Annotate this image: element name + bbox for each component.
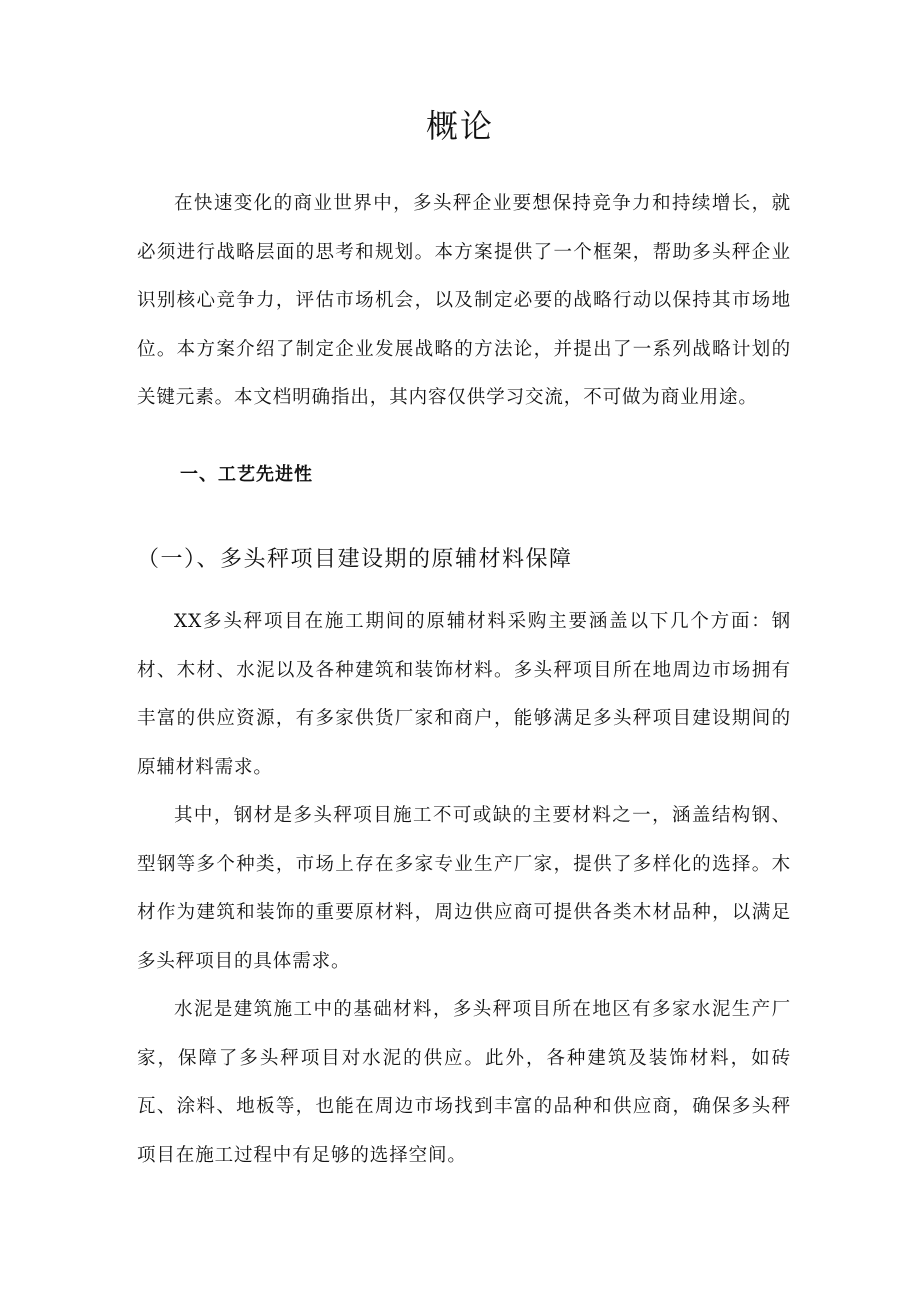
body-paragraph-3: 水泥是建筑施工中的基础材料，多头秤项目所在地区有多家水泥生产厂家，保障了多头秤项目对水泥的供应。此外，各种建筑及装饰材料，如砖瓦、涂料、地板等，也能在周边市场找到丰富的品种和供应商，确保多头秤项目在施工过程中有足够的选择空间。 [137, 999, 791, 1166]
section-heading: 一、工艺先进性 [180, 464, 313, 485]
body-paragraph-2: 其中，钢材是多头秤项目施工不可或缺的主要材料之一，涵盖结构钢、型钢等多个种类，市场上存在多家专业生产厂家，提供了多样化的选择。木材作为建筑和装饰的重要原材料，周边供应商可提供各类木材品种，以满足多头秤项目的具体需求。 [137, 805, 791, 972]
body-paragraph-1: XX多头秤项目在施工期间的原辅材料采购主要涵盖以下几个方面：钢材、木材、水泥以及各种建筑和装饰材料。多头秤项目所在地周边市场拥有丰富的供应资源，有多家供货厂家和商户，能够满足多头秤项目建设期间的原辅材料需求。 [137, 611, 791, 778]
subsection-heading: （一）、多头秤项目建设期的原辅材料保障 [137, 547, 573, 572]
intro-paragraph: 在快速变化的商业世界中，多头秤企业要想保持竞争力和持续增长，就必须进行战略层面的思考和规划。本方案提供了一个框架，帮助多头秤企业识别核心竞争力，评估市场机会，以及制定必要的战略行动以保持其市场地位。本方案介绍了制定企业发展战略的方法论，并提出了一系列战略计划的关键元素。本文档明确指出，其内容仅供学习交流，不可做为商业用途。 [137, 193, 791, 408]
page-title: 概论 [425, 107, 494, 145]
